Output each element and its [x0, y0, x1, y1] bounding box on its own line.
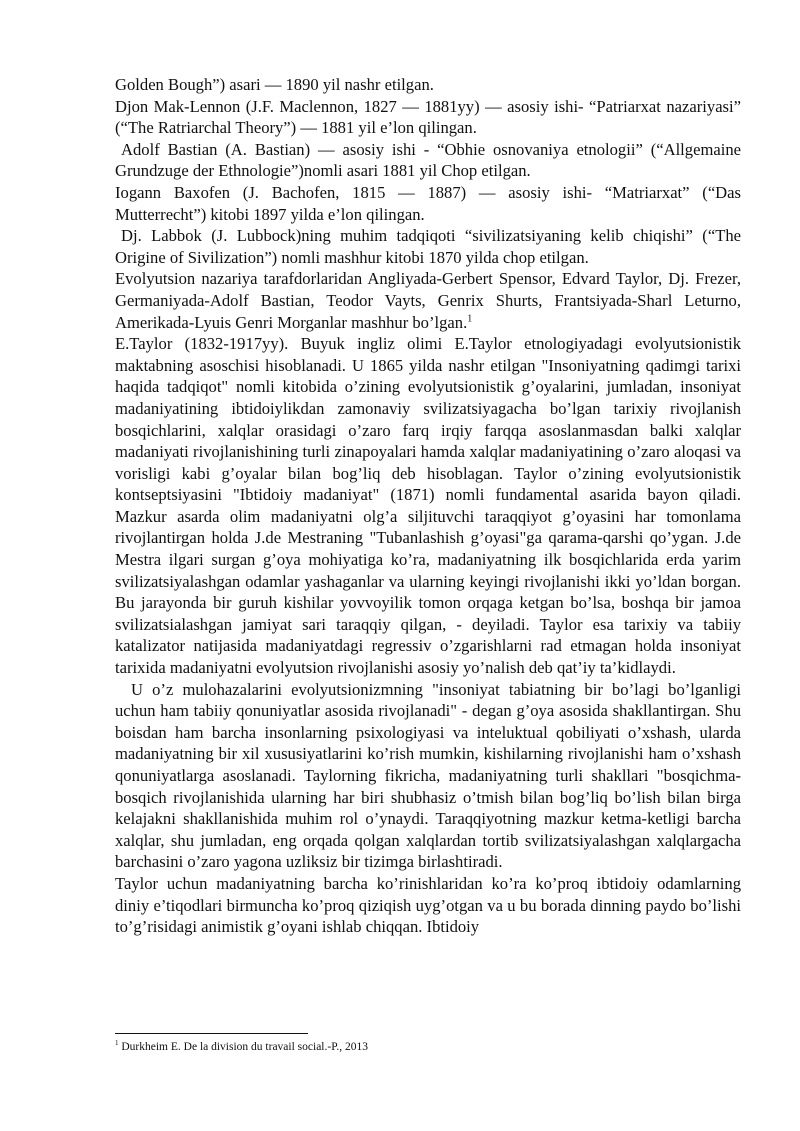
footnote-ref[interactable]: 1 — [467, 313, 473, 324]
paragraph-taylor-religion: Taylor uchun madaniyatning barcha ko’rinishlaridan ko’ra ko’proq ibtidoiy odamlarning diniy e’tiqodlari birmuncha ko’proq qiziqish uyg’otgan va u bu borada dinning paydo bo’lishi to’g’risidagi animistik g’oyani ishlab chiqqan. Ibtidoiy — [115, 873, 741, 937]
paragraph-bastian: Adolf Bastian (A. Bastian) — asosiy ishi - “Obhie osnovaniya etnologii” (“Allgemaine Grundzuge der Ethnologie”)nomli asari 1881 yil Chop etilgan. — [115, 139, 741, 181]
footnote-separator — [115, 1033, 308, 1034]
paragraph-maclennon: Djon Mak-Lennon (J.F. Maclennon, 1827 — 1881yy) — asosiy ishi- “Patriarxat nazariyasi” (“The Ratriarchal Theory”) — 1881 yil e’lon qilingan. — [115, 96, 741, 138]
footnote — [115, 1040, 741, 1054]
paragraph-bachofen: Iogann Baxofen (J. Bachofen, 1815 — 1887) — asosiy ishi- “Matriarxat” (“Das Mutterrecht”) kitobi 1897 yilda e’lon qilingan. — [115, 182, 741, 224]
footnote-number: 1 — [115, 1039, 119, 1048]
document-body — [115, 74, 741, 938]
paragraph-lubbock: Dj. Labbok (J. Lubbock)ning muhim tadqiqoti “sivilizatsiyaning kelib chiqishi” (“The Origine of Sivilization”) nomli mashhur kitobi 1870 yilda chop etilgan. — [115, 226, 741, 267]
paragraph-evolutionists-text: Evolyutsion nazariya tarafdorlaridan Angliyada-Gerbert Spensor, Edvard Taylor, Dj. Frezer, Germaniyada-Adolf Bastian, Teodor Vayts, Genrix Shurts, Frantsiyada-Sharl Leturno, Amerikada-Lyuis Genri Morganlar mashhur bo’lgan. — [115, 269, 741, 332]
paragraph-golden-bough: Golden Bough”) asari — 1890 yil nashr etilgan. — [115, 75, 434, 94]
paragraph-taylor-views: U o’z mulohazalarini evolyutsionizmning "insoniyat tabiatning bir bo’lagi bo’lganligi uchun ham tabiiy qonuniyatlar asosida rivojlanadi" - degan g’oya asosida shakllantirgan. Shu boisdan ham barcha insonlarning psixologiyasi va inteluktual qobiliyati o’xshash, ularda madaniyatning bir xil xususiyatlarini ko’rish mumkin, kishilarning rivojlanishi ham o’xshash qonuniyatlarga asoslanadi. Taylorning fikricha, madaniyatning turli shakllari "bosqichma-bosqich rivojlanishida ularning har biri shubhasiz o’tmish bilan bog’liq bo’lish bilan birga kelajakni shakllanishida muhim rol o’ynaydi. Taraqqiyotning mazkur ketma-ketligi barcha xalqlar, shu jumladan, eng orqada qolgan xalqlardan tortib svilizatsiyalashgan xalqlargacha barchasini o’zaro yagona uzliksiz bir tizimga birlashtiradi. — [115, 679, 741, 872]
paragraph-evolutionists — [115, 268, 741, 333]
footnote-text: Durkheim E. De la division du travail social.-P., 2013 — [121, 1041, 368, 1053]
paragraph-taylor-intro: E.Taylor (1832-1917yy). Buyuk ingliz olimi E.Taylor etnologiyadagi evolyutsionistik maktabning asoschisi hisoblanadi. U 1865 yilda nashr etilgan "Insoniyatning qadimgi tarixi haqida tadqiqot" nomli kitobida o’zining evolyutsionistik g’oyalarini, jumladan, insoniyat madaniyatining ibtidoiylikdan zamonaviy svilizatsiyagacha bo’lgan tarixiy rivojlanish bosqichlarini, xalqlar orasidagi o’zaro farq irqiy farqqa asoslanmasdan balki xalqlar madaniyati rivojlanishining turli zinapoyalari hamda xalqlar madaniyatining o’zaro aloqasi va vorisligi kabi g’oyalar bilan bog’liq deb hisoblagan. Taylor o’zining evolyutsionistik kontseptsiyasini "Ibtidoiy madaniyat" (1871) nomli fundamental asarida bayon qiladi. Mazkur asarda olim madaniyatni olg’a siljituvchi taraqqiyot g’oyasini har tomonlama rivojlantirgan holda J.de Mestraning "Tubanlashish g’oyasi"ga qarama-qarshi qo’ygan. J.de Mestra ilgari surgan g’oya mohiyatiga ko’ra, madaniyatning ilk bosqichlarida erda yarim svilizatsiyalashgan odamlar yashaganlar va ularning keyingi rivojlanishi ikki yo’ldan borgan. Bu jarayonda bir guruh kishilar yovvoyilik tomon orqaga ketgan bo’lsa, boshqa bir jamoa svilizatsialashgan jamiyat sari taraqqiy qilgan, - deyiladi. Taylor esa tarixiy va tabiiy katalizator natijasida madaniyatdagi regressiv o’zgarishlarni rad etmagan holda insoniyat tarixida madaniyatni evolyutsion rivojlanishi asosiy yo’nalish deb qat’iy ta’kidlaydi. — [115, 334, 741, 678]
